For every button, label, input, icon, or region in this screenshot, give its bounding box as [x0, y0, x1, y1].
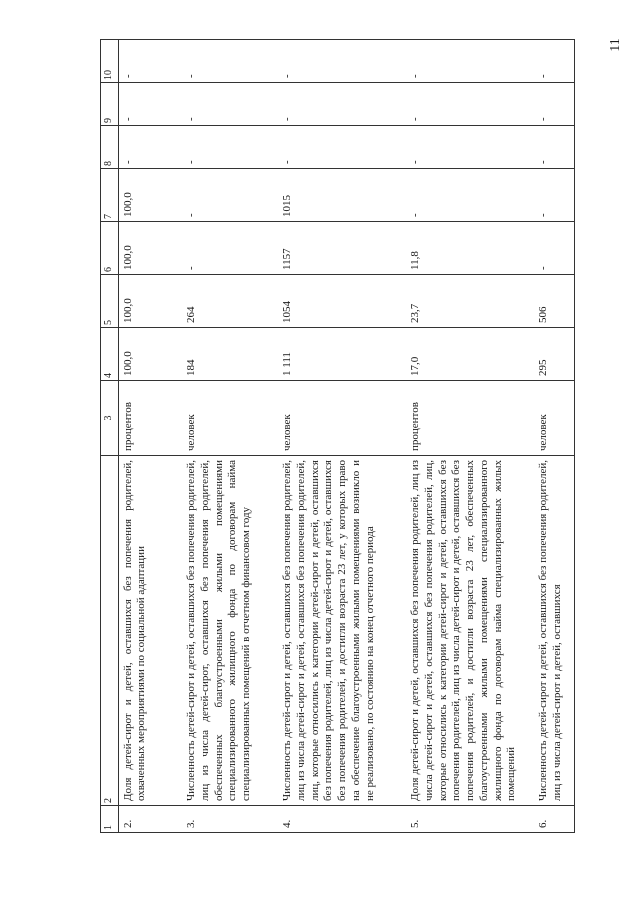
table-row	[534, 40, 574, 833]
value-col-4: 184	[182, 328, 278, 381]
value-col-10: -	[534, 40, 574, 83]
value-col-8: -	[182, 126, 278, 169]
table-header-row	[101, 40, 119, 833]
header-col-5: 5	[101, 275, 119, 328]
value-col-5: 100,0	[118, 275, 182, 328]
unit: человек	[278, 381, 406, 456]
value-col-9: -	[534, 83, 574, 126]
row-number: 4.	[278, 806, 406, 833]
unit: процентов	[406, 381, 534, 456]
value-col-9: -	[118, 83, 182, 126]
value-col-8: -	[118, 126, 182, 169]
value-col-9: -	[278, 83, 406, 126]
header-col-2: 2	[101, 456, 119, 806]
indicator-name: Численность детей-сирот и детей, оставшихся без попечения родителей, лиц из числа детей-сирот и детей, оставшихся без попечения родителей, лиц, которые относились к категории детей-сирот и детей, оставшихся без попечения родителей, лиц из числа детей-сирот и детей, оставшихся без попечения родителей, и достигли возраста 23 лет, у которых право на обеспечение благоустроенными жилыми помещениями возникло и не реализовано, по состоянию на конец отчетного периода	[278, 456, 406, 806]
value-col-5: 264	[182, 275, 278, 328]
value-col-7: -	[182, 169, 278, 222]
indicator-name: Численность детей-сирот и детей, оставшихся без попечения родителей, лиц из числа детей-сирот, оставшихся без попечения родителей, обеспеченных благоустроенными жилыми помещениями специализированного жилищного фонда по договорам найма специализированных помещений в отчетном финансовом году	[182, 456, 278, 806]
value-col-4: 17,0	[406, 328, 534, 381]
indicator-name: Доля детей-сирот и детей, оставшихся без попечения родителей, охваченных мероприятиями по социальной адаптации	[118, 456, 182, 806]
page-number: 11	[608, 38, 623, 52]
value-col-4: 1 111	[278, 328, 406, 381]
value-col-8: -	[406, 126, 534, 169]
indicator-name: Численность детей-сирот и детей, оставшихся без попечения родителей, лиц из числа детей-сирот и детей, оставшихся	[534, 456, 574, 806]
value-col-7: -	[406, 169, 534, 222]
value-col-9: -	[182, 83, 278, 126]
header-col-1: 1	[101, 806, 119, 833]
value-col-6: -	[182, 222, 278, 275]
value-col-6: 1157	[278, 222, 406, 275]
rotated-table-container	[100, 70, 600, 833]
indicators-table	[100, 39, 575, 833]
value-col-9: -	[406, 83, 534, 126]
value-col-4: 100,0	[118, 328, 182, 381]
row-number: 5.	[406, 806, 534, 833]
header-col-4: 4	[101, 328, 119, 381]
value-col-5: 506	[534, 275, 574, 328]
header-col-6: 6	[101, 222, 119, 275]
table-row	[278, 40, 406, 833]
unit: процентов	[118, 381, 182, 456]
value-col-4: 295	[534, 328, 574, 381]
row-number: 3.	[182, 806, 278, 833]
indicator-name: Доля детей-сирот и детей, оставшихся без попечения родителей, лиц из числа детей-сирот и детей, оставшихся без попечения родителей, лиц, которые относились к категории детей-сирот и детей, оставшихся без попечения родителей, лиц из числа детей-сирот и детей, оставшихся без попечения родителей, и достигли возраста 23 лет, обеспеченных благоустроенными жилыми помещениями специализированного жилищного фонда по договорам найма специализированных жилых помещений	[406, 456, 534, 806]
row-number: 2.	[118, 806, 182, 833]
value-col-10: -	[118, 40, 182, 83]
value-col-6: 11,8	[406, 222, 534, 275]
value-col-7: 100,0	[118, 169, 182, 222]
value-col-7: 1015	[278, 169, 406, 222]
unit: человек	[534, 381, 574, 456]
value-col-5: 23,7	[406, 275, 534, 328]
header-col-9: 9	[101, 83, 119, 126]
value-col-6: -	[534, 222, 574, 275]
header-col-8: 8	[101, 126, 119, 169]
value-col-8: -	[534, 126, 574, 169]
value-col-10: -	[182, 40, 278, 83]
table-row	[182, 40, 278, 833]
row-number: 6.	[534, 806, 574, 833]
table-row	[406, 40, 534, 833]
value-col-10: -	[278, 40, 406, 83]
table-row	[118, 40, 182, 833]
value-col-5: 1054	[278, 275, 406, 328]
value-col-6: 100,0	[118, 222, 182, 275]
value-col-8: -	[278, 126, 406, 169]
value-col-7: -	[534, 169, 574, 222]
header-col-7: 7	[101, 169, 119, 222]
header-col-10: 10	[101, 40, 119, 83]
value-col-10: -	[406, 40, 534, 83]
unit: человек	[182, 381, 278, 456]
header-col-3: 3	[101, 381, 119, 456]
